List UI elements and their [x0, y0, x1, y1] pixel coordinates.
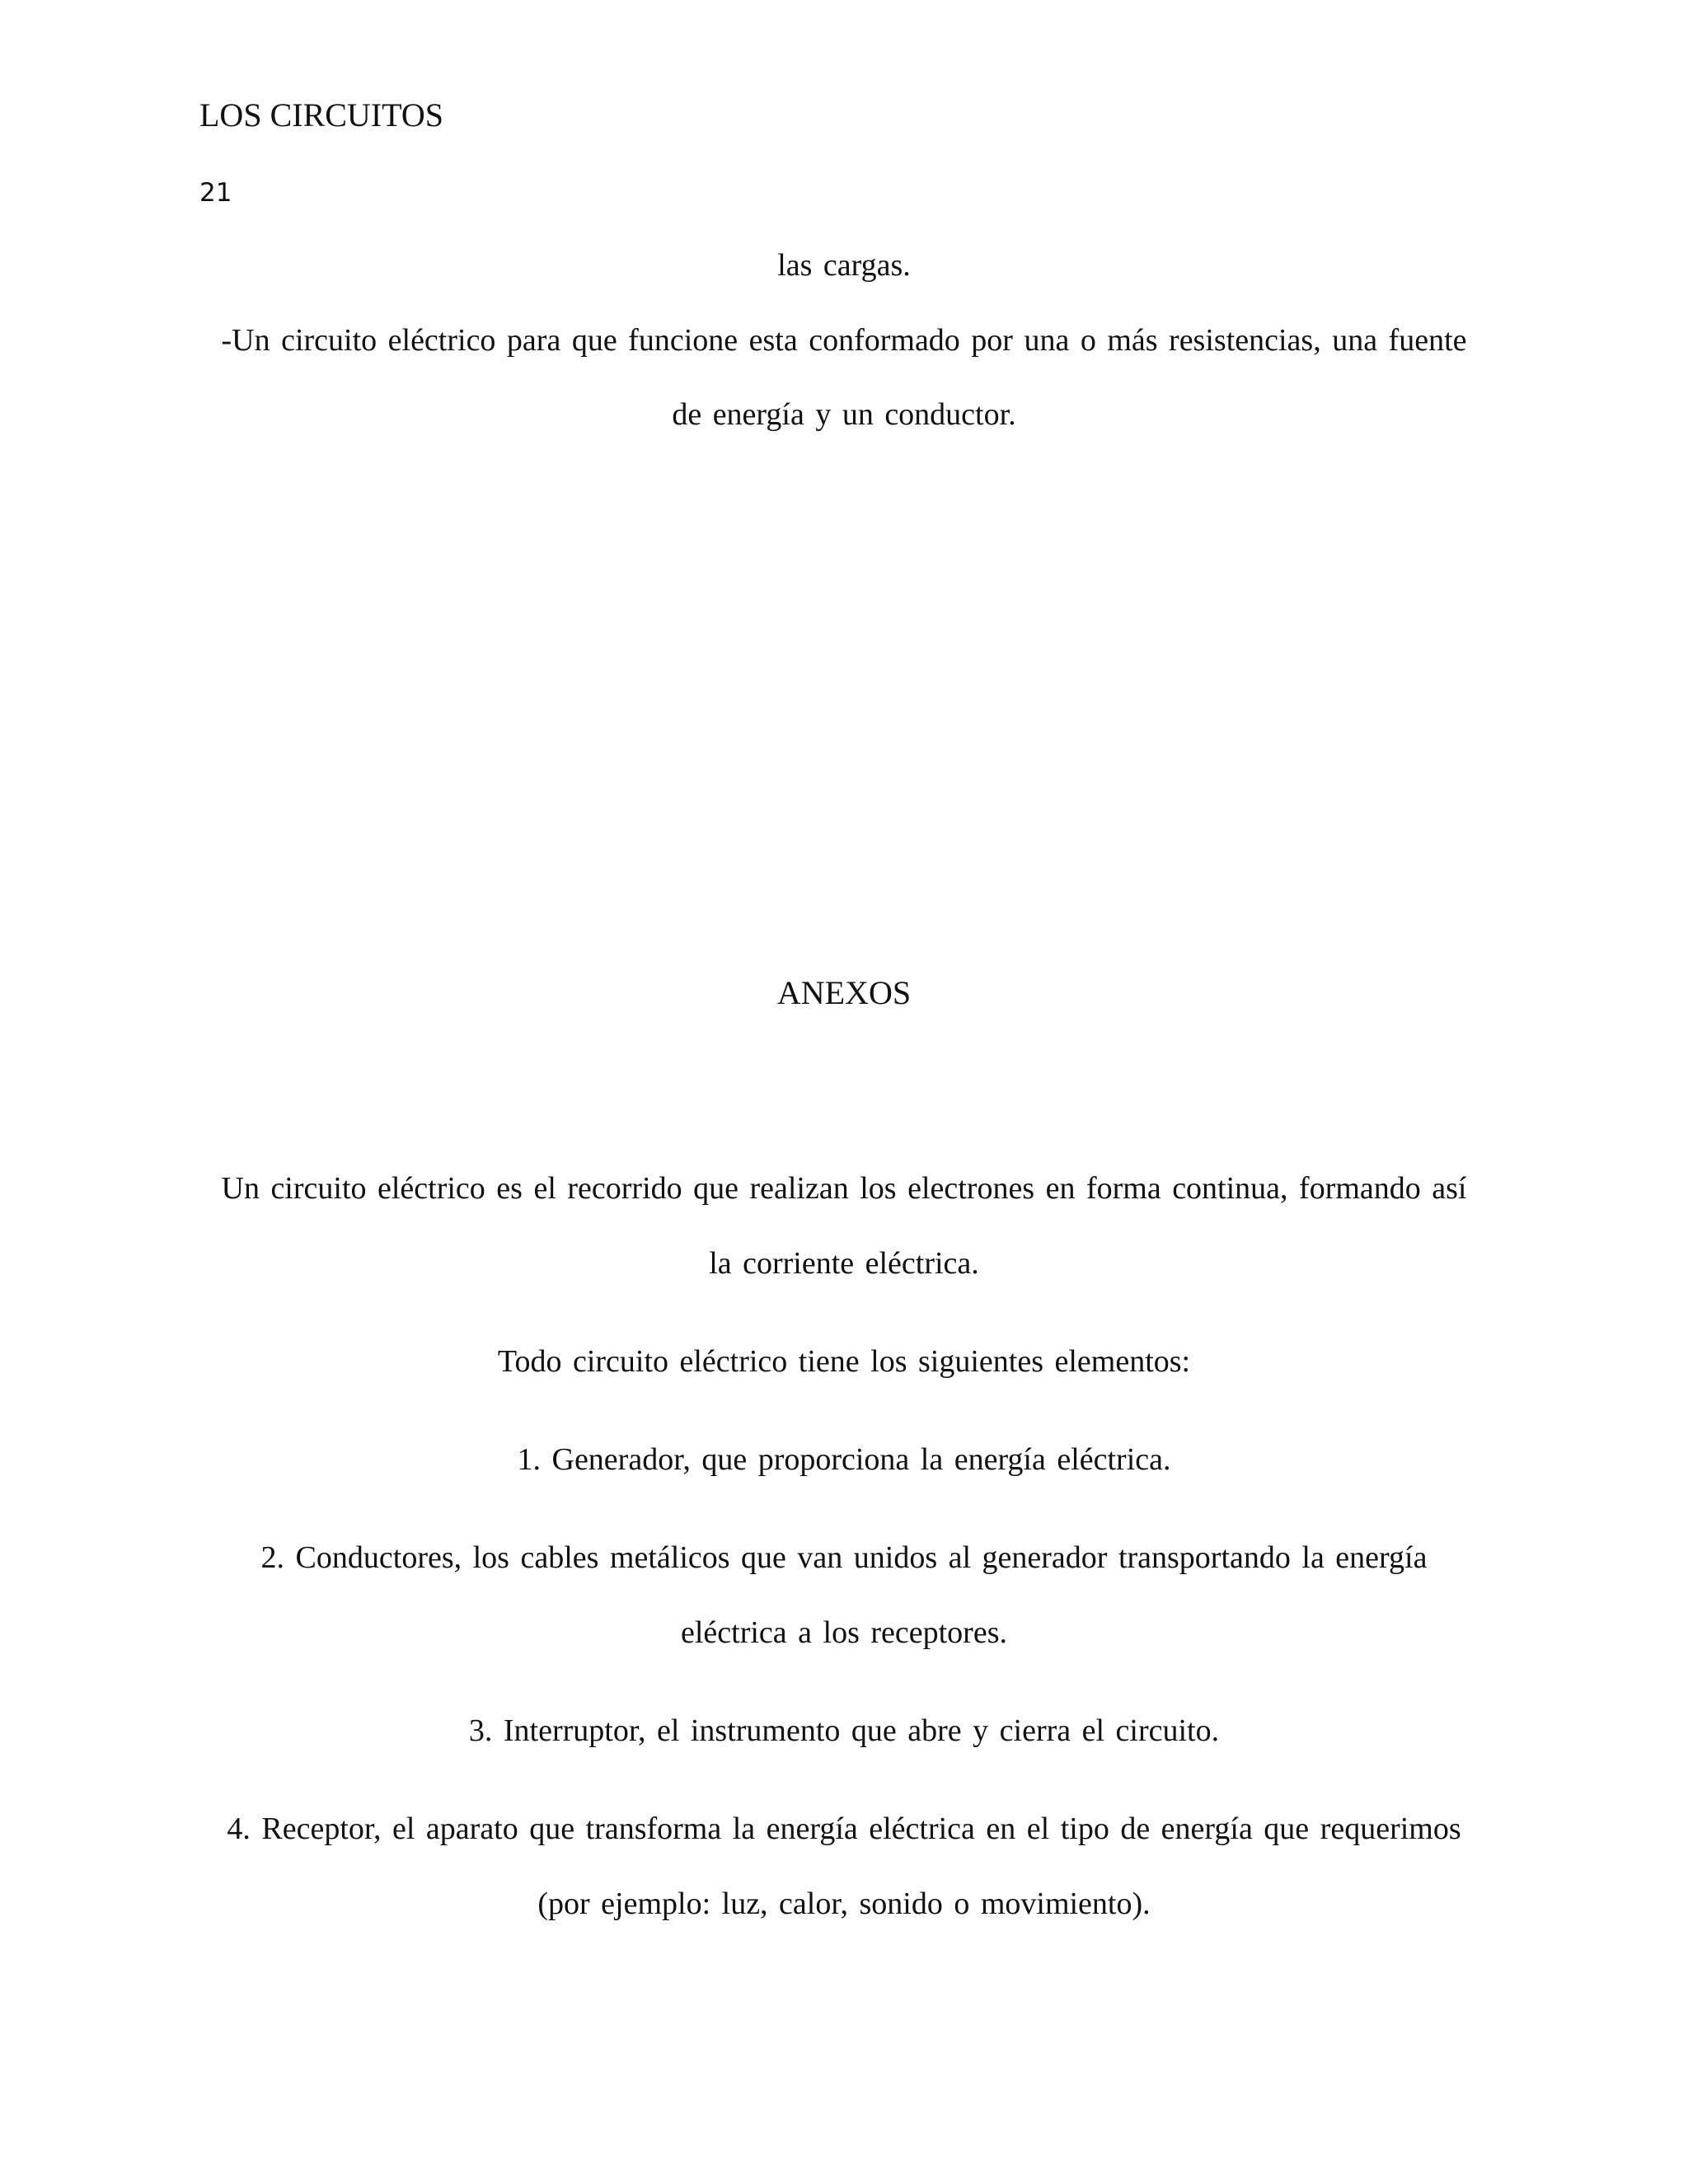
continuation-line-3: de energía y un conductor.: [672, 397, 1016, 432]
list-item-conductores-line-1: 2. Conductores, los cables metálicos que van unidos al generador transportando la energía: [260, 1540, 1428, 1575]
annex-intro-line-1: Un circuito eléctrico es el recorrido que realizan los electrones en forma continua, formando así: [221, 1171, 1467, 1206]
list-item-conductores-line-2: eléctrica a los receptores.: [681, 1615, 1007, 1650]
continuation-line-2: -Un circuito eléctrico para que funcione esta conformado por una o más resistencias, una fuente: [221, 323, 1467, 358]
list-item-generador: 1. Generador, que proporciona la energía eléctrica.: [517, 1442, 1171, 1477]
annex-intro-line-2: la corriente eléctrica.: [709, 1246, 979, 1281]
continuation-line-1: las cargas.: [777, 248, 911, 283]
page-number: 21: [199, 178, 232, 208]
list-item-receptor-line-2: (por ejemplo: luz, calor, sonido o movimiento).: [537, 1886, 1151, 1921]
list-item-interruptor: 3. Interruptor, el instrumento que abre y cierra el circuito.: [468, 1713, 1220, 1748]
annex-heading: ANEXOS: [776, 974, 912, 1011]
list-item-receptor-line-1: 4. Receptor, el aparato que transforma la energía eléctrica en el tipo de energía que requerimos: [227, 1811, 1461, 1846]
running-header: LOS CIRCUITOS: [199, 96, 443, 134]
elements-lead: Todo circuito eléctrico tiene los siguientes elementos:: [497, 1344, 1191, 1379]
